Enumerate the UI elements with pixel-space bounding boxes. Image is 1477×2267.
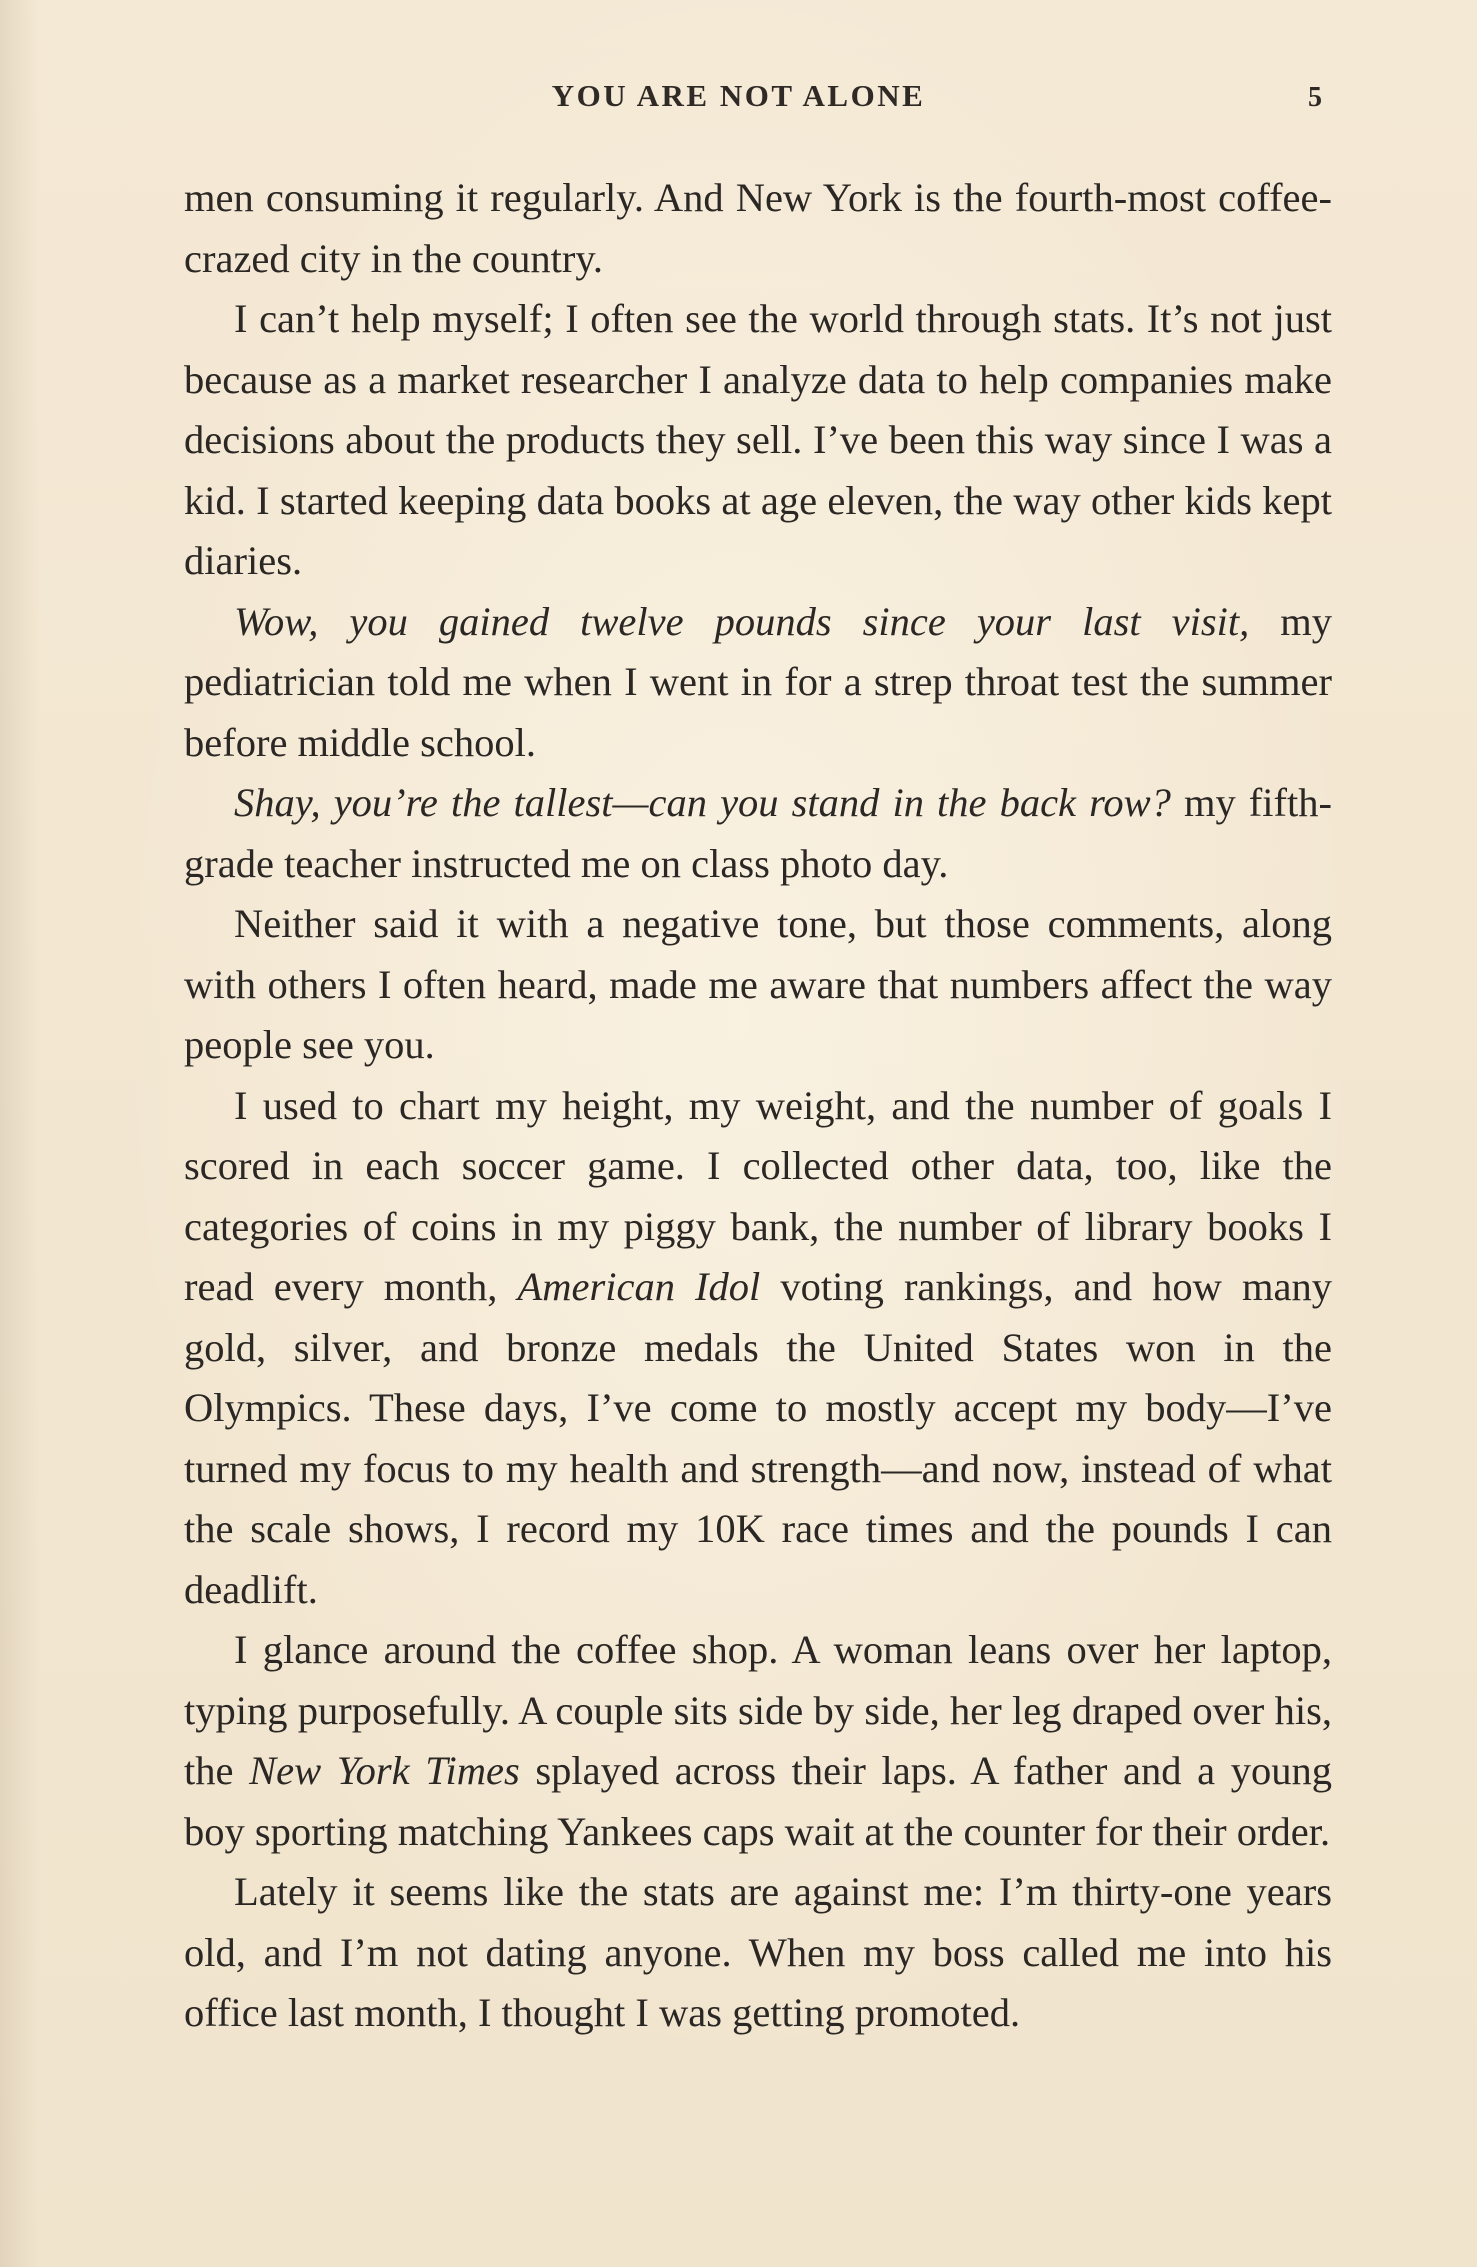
italic-title: American Idol (517, 1264, 761, 1309)
paragraph-text: my fifth-grade teacher instructed me on class photo day. (184, 780, 1333, 886)
paragraph-text: voting rankings, and how many gold, silver, and bronze medals the United States won in the Olympics. These days, I’ve come to mostly accept my body—I’ve turned my focus to my health and strength—and now, instead of what the scale shows, I record my 10K race times and the pounds I can deadlift. (184, 1264, 1332, 1612)
paragraph-text: I used to chart my height, my weight, and the number of goals I scored in each soccer game. I collected other data, too, like the categories of coins in my piggy bank, the number of library books I read every month, (184, 1082, 1332, 1309)
italic-title: New York Times (249, 1748, 520, 1793)
page-number: 5 (1308, 82, 1322, 113)
paragraph (184, 592, 1332, 774)
paragraph (184, 773, 1332, 894)
paragraph-text: splayed across their laps. A father and a young boy sporting matching Yankees caps wait at the counter for their order. (184, 1748, 1333, 1854)
paragraph (184, 1076, 1332, 1621)
paragraph (184, 1620, 1332, 1862)
italic-dialogue: Wow, you gained twelve pounds since your last visit, (234, 598, 1250, 644)
running-title: YOU ARE NOT ALONE (551, 78, 926, 113)
running-head (0, 78, 1477, 118)
spine-shadow (0, 0, 40, 2267)
paragraph: men consuming it regularly. And New York is the fourth-most coffee-crazed city in the country. (184, 175, 1332, 281)
paragraph: Neither said it with a negative tone, but those comments, along with others I often heard, made me aware that numbers affect the way people see you. (184, 901, 1332, 1067)
paragraph: I can’t help myself; I often see the world through stats. It’s not just because as a market researcher I analyze data to help companies make decisions about the products they sell. I’ve been this way since I was a kid. I started keeping data books at age eleven, the way other kids kept diaries. (184, 296, 1332, 583)
paragraph-text: I glance around the coffee shop. A woman leans over her laptop, typing purposefully. A couple sits side by side, her leg draped over his, the (184, 1627, 1332, 1793)
italic-dialogue: Shay, you’re the tallest—can you stand in the back row? (234, 780, 1171, 825)
body-text (184, 168, 1332, 2044)
paragraph-text: my pediatrician told me when I went in for a strep throat test the summer before middle school. (184, 598, 1332, 765)
paragraph: Lately it seems like the stats are against me: I’m thirty-one years old, and I’m not dating anyone. When my boss called me into his office last month, I thought I was getting promoted. (184, 1869, 1332, 2035)
